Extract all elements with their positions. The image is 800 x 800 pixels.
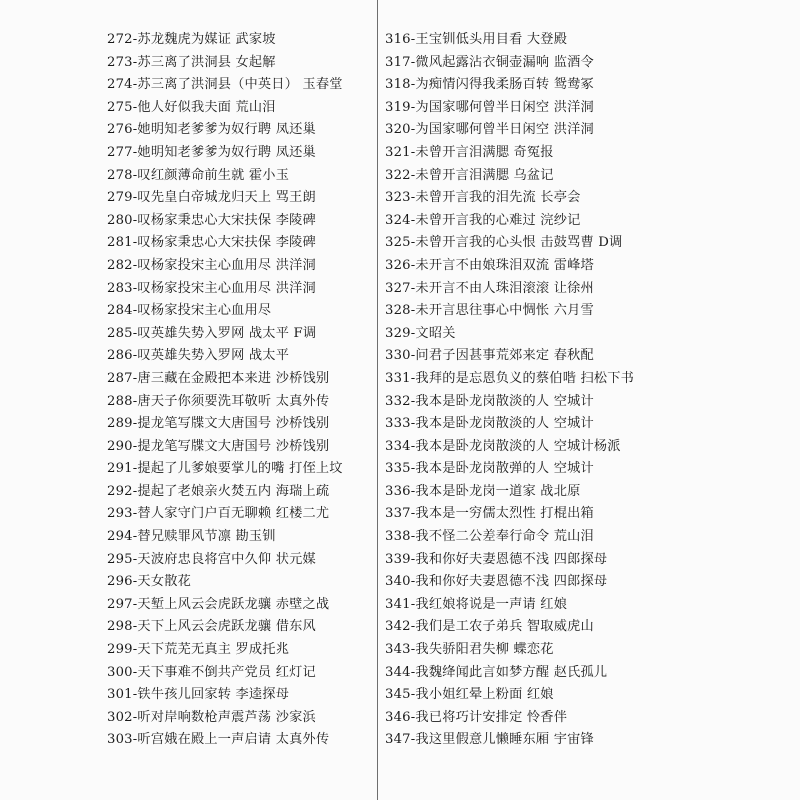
list-item: 329-文昭关 — [385, 325, 456, 341]
list-item: 336-我本是卧龙岗一道家 战北原 — [385, 483, 581, 499]
list-item: 284-叹杨家投宋主心血用尽 — [107, 303, 272, 319]
list-item: 274-苏三离了洪洞县（中英日） 玉春堂 — [107, 77, 343, 93]
list-item: 332-我本是卧龙岗散淡的人 空城计 — [385, 393, 594, 409]
column-divider — [377, 0, 378, 800]
list-item: 346-我已将巧计安排定 怜香伴 — [385, 709, 568, 725]
list-item: 333-我本是卧龙岗散淡的人 空城计 — [385, 416, 594, 432]
list-item: 300-天下事难不倒共产党员 红灯记 — [107, 664, 316, 680]
list-item: 339-我和你好夫妻恩德不浅 四郎探母 — [385, 551, 608, 567]
list-item: 338-我不怪二公差奉行命令 荒山泪 — [385, 529, 594, 545]
list-item: 277-她明知老爹爹为奴行聘 凤还巢 — [107, 144, 316, 160]
list-item: 278-叹红颜薄命前生就 霍小玉 — [107, 167, 290, 183]
list-item: 330-问君子因甚事荒郊来定 春秋配 — [385, 348, 594, 364]
list-item: 340-我和你好夫妻恩德不浅 四郎探母 — [385, 574, 608, 590]
list-item: 328-未开言思往事心中惆怅 六月雪 — [385, 303, 594, 319]
list-item: 327-未开言不由人珠泪滚滚 让徐州 — [385, 280, 594, 296]
list-item: 303-听宫娥在殿上一声启请 太真外传 — [107, 732, 330, 748]
list-item: 286-叹英雄失势入罗网 战太平 — [107, 348, 290, 364]
list-item: 341-我红娘将说是一声请 红娘 — [385, 596, 568, 612]
list-item: 296-天女散花 — [107, 574, 191, 590]
list-item: 291-提起了儿爹娘要掌儿的嘴 打侄上坟 — [107, 461, 343, 477]
list-item: 283-叹杨家投宋主心血用尽 洪洋洞 — [107, 280, 316, 296]
list-item: 321-未曾开言泪满腮 奇冤报 — [385, 144, 554, 160]
list-item: 275-他人好似我夫面 荒山泪 — [107, 99, 276, 115]
list-item: 325-未曾开言我的心头恨 击鼓骂曹 D调 — [385, 235, 623, 251]
list-item: 326-未开言不由娘珠泪双流 雷峰塔 — [385, 257, 594, 273]
list-item: 288-唐天子你须要洗耳敬听 太真外传 — [107, 393, 330, 409]
list-item: 347-我这里假意儿懒睡东厢 宇宙锋 — [385, 732, 594, 748]
list-item: 297-天堑上风云会虎跃龙骧 赤壁之战 — [107, 596, 330, 612]
list-item: 276-她明知老爹爹为奴行聘 凤还巢 — [107, 122, 316, 138]
list-item: 344-我魏绛闻此言如梦方醒 赵氏孤儿 — [385, 664, 608, 680]
list-item: 280-叹杨家秉忠心大宋扶保 李陵碑 — [107, 212, 316, 228]
list-item: 337-我本是一穷儒太烈性 打棍出箱 — [385, 506, 594, 522]
list-item: 318-为痴情闪得我柔肠百转 鸳鸯冢 — [385, 77, 594, 93]
list-item: 299-天下荒芜无真主 罗成托兆 — [107, 642, 290, 658]
list-item: 290-提龙笔写牒文大唐国号 沙桥饯别 — [107, 438, 330, 454]
list-item: 345-我小姐红晕上粉面 红娘 — [385, 687, 554, 703]
list-item: 343-我失骄阳君失柳 蝶恋花 — [385, 642, 554, 658]
list-item: 292-提起了老娘亲火焚五内 海瑞上疏 — [107, 483, 330, 499]
list-item: 335-我本是卧龙岗散弹的人 空城计 — [385, 461, 594, 477]
right-column-list — [385, 29, 675, 752]
list-item: 334-我本是卧龙岗散淡的人 空城计杨派 — [385, 438, 621, 454]
list-item: 295-天波府忠良将宫中久仰 状元媒 — [107, 551, 316, 567]
list-item: 282-叹杨家投宋主心血用尽 洪洋洞 — [107, 257, 316, 273]
list-item: 342-我们是工农子弟兵 智取威虎山 — [385, 619, 594, 635]
list-item: 331-我拜的是忘恩负义的蔡伯喈 扫松下书 — [385, 370, 635, 386]
list-item: 272-苏龙魏虎为媒证 武家坡 — [107, 32, 276, 47]
list-item: 273-苏三离了洪洞县 女起解 — [107, 54, 276, 70]
list-item: 301-铁牛孩儿回家转 李逵探母 — [107, 687, 290, 703]
list-item: 294-替兄赎罪风节凛 勘玉钏 — [107, 529, 276, 545]
list-item: 316-王宝钏低头用目看 大登殿 — [385, 32, 568, 47]
list-item: 323-未曾开言我的泪先流 长亭会 — [385, 190, 581, 206]
list-item: 279-叹先皇白帝城龙归天上 骂王朗 — [107, 190, 316, 206]
list-item: 319-为国家哪何曾半日闲空 洪洋洞 — [385, 99, 594, 115]
list-item: 302-听对岸响数枪声震芦荡 沙家浜 — [107, 709, 316, 725]
list-item: 320-为国家哪何曾半日闲空 洪洋洞 — [385, 122, 594, 138]
list-item: 281-叹杨家秉忠心大宋扶保 李陵碑 — [107, 235, 316, 251]
list-item: 317-微风起露沾衣铜壶漏响 监酒令 — [385, 54, 594, 70]
left-column-list — [107, 29, 369, 752]
list-item: 322-未曾开言泪满腮 乌盆记 — [385, 167, 554, 183]
list-item: 289-提龙笔写牒文大唐国号 沙桥饯别 — [107, 416, 330, 432]
list-item: 285-叹英雄失势入罗网 战太平 F调 — [107, 325, 317, 341]
list-item: 324-未曾开言我的心难过 浣纱记 — [385, 212, 581, 228]
list-item: 293-替人家守门户百无聊赖 红楼二尤 — [107, 506, 330, 522]
list-item: 287-唐三藏在金殿把本来进 沙桥饯别 — [107, 370, 330, 386]
list-item: 298-天下上风云会虎跃龙骧 借东风 — [107, 619, 316, 635]
